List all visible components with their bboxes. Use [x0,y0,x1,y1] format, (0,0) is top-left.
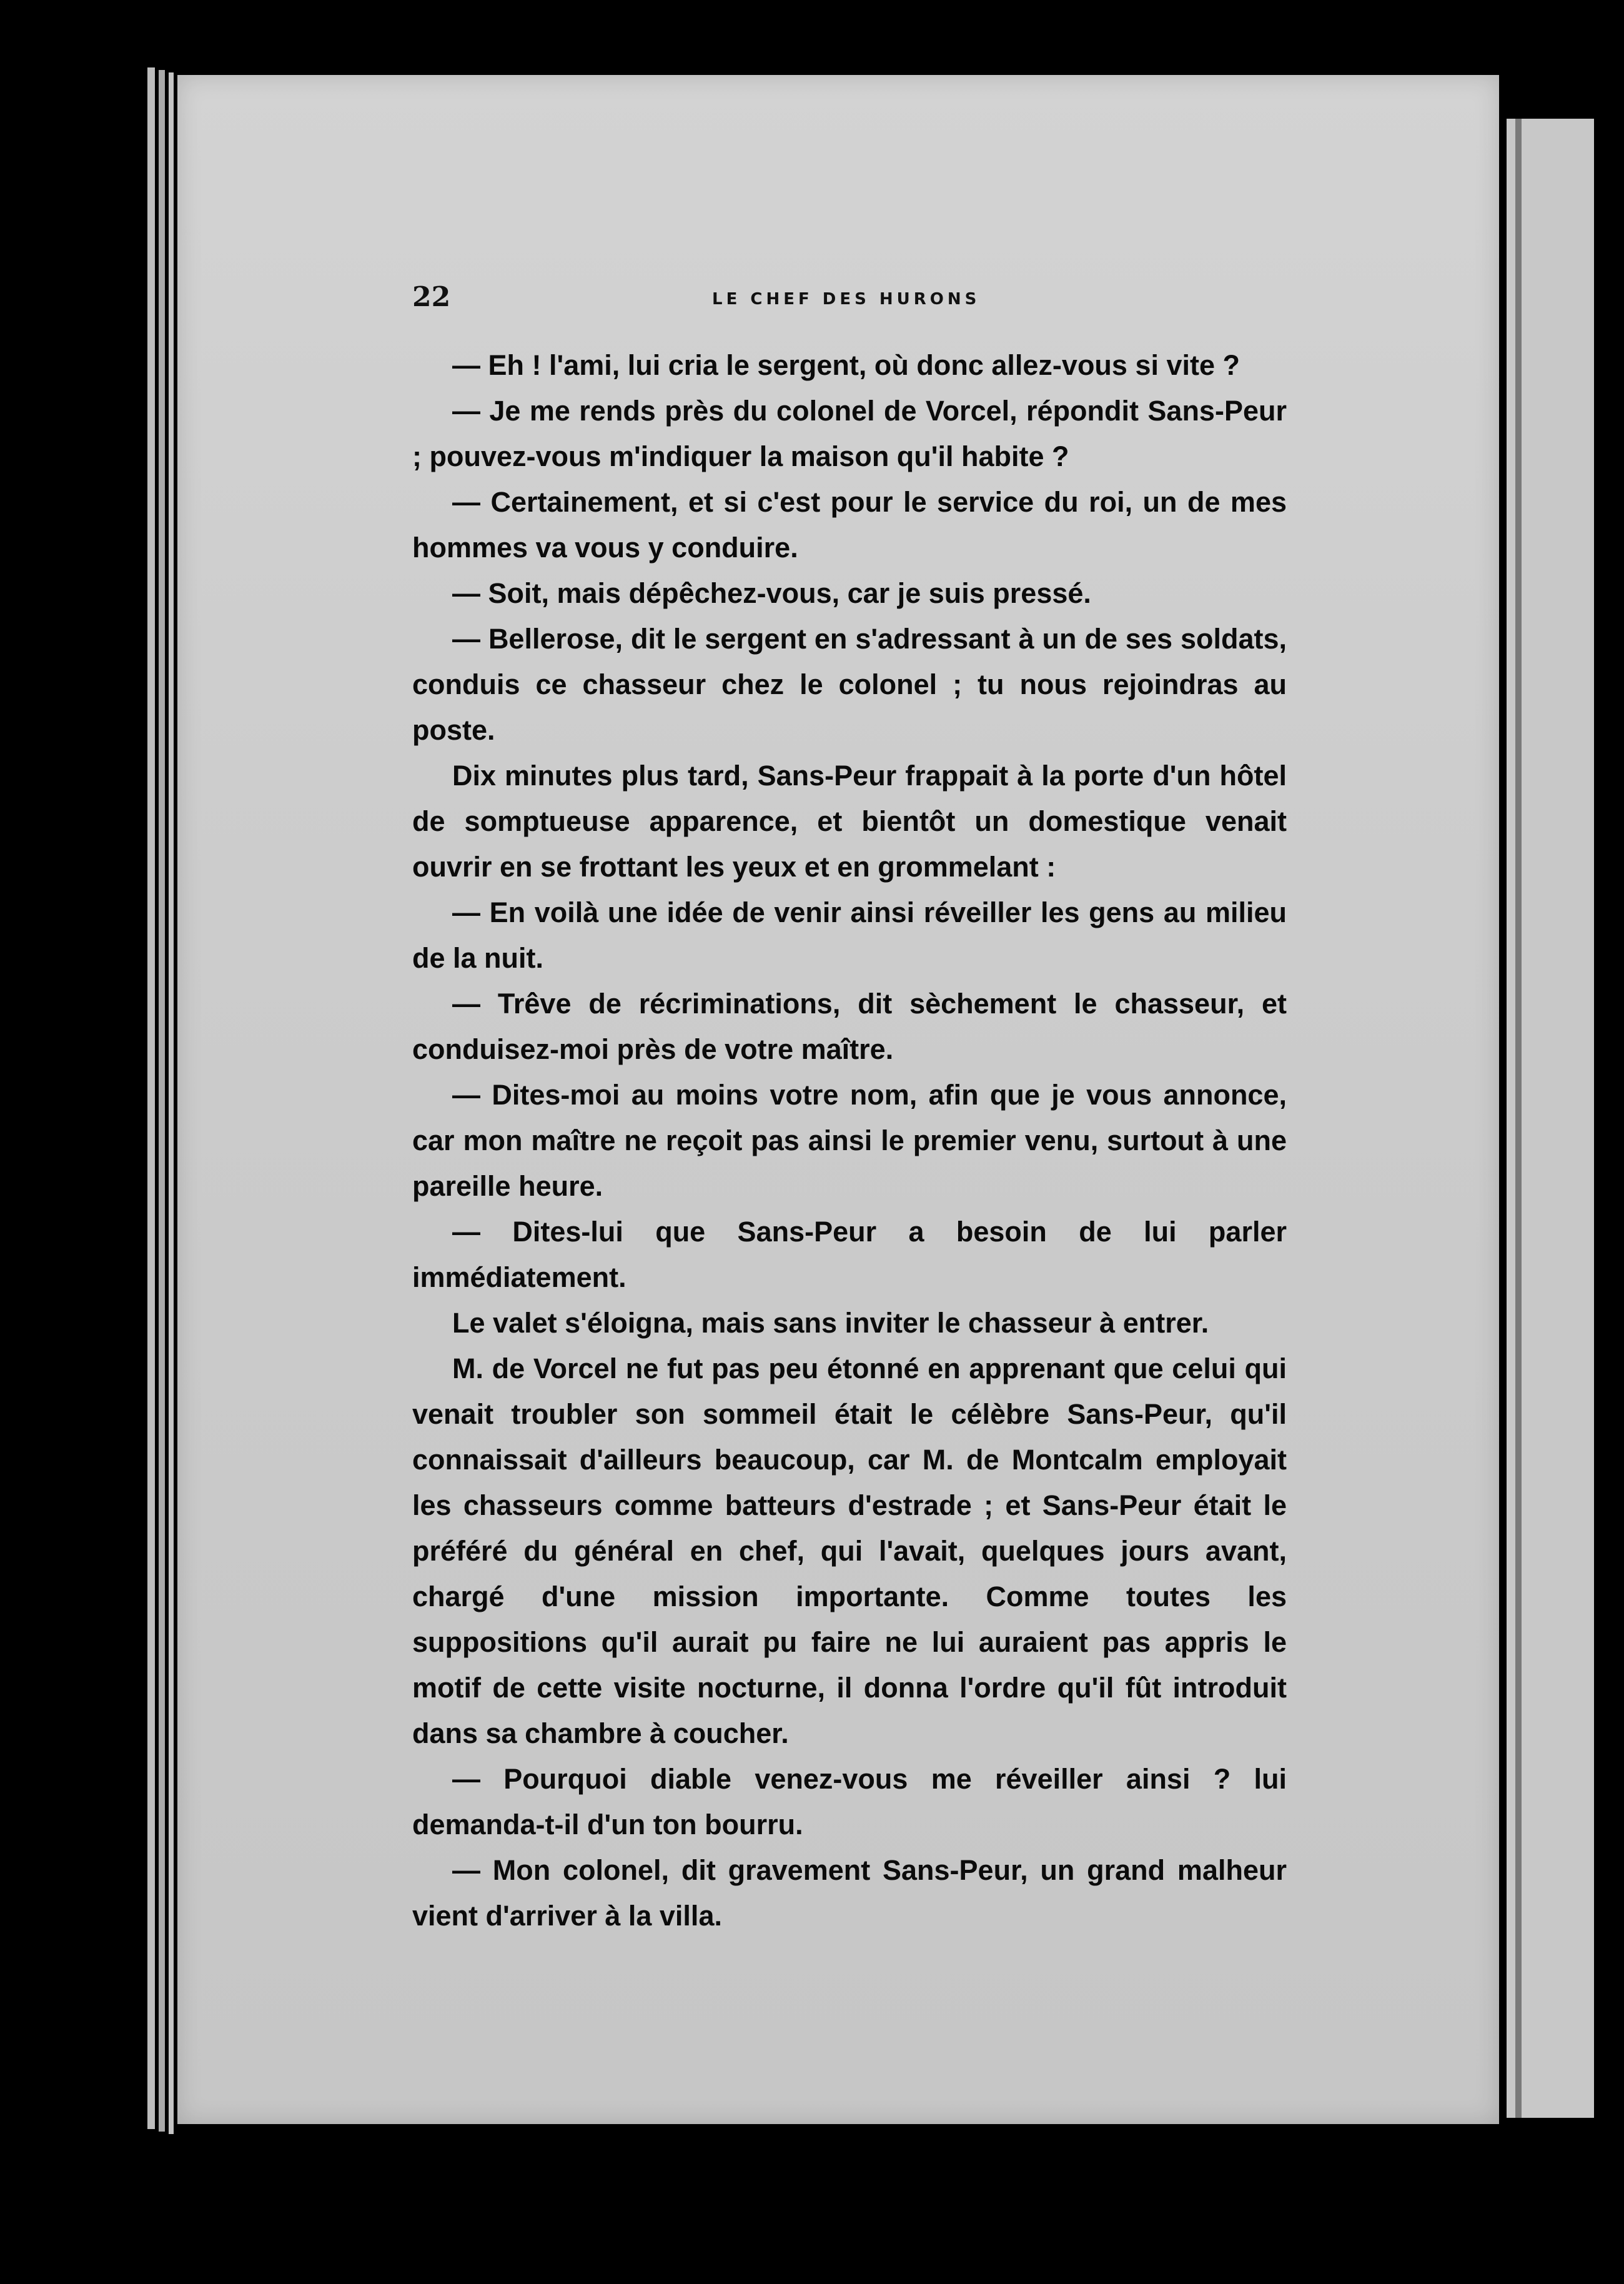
paragraph: — Bellerose, dit le sergent en s'adressant à un de ses soldats, conduis ce chasseur chez le colonel ; tu nous rejoindras au poste. [412,623,1287,746]
paragraph: — Dites-lui que Sans-Peur a besoin de lui parler immédiatement. [412,1216,1287,1293]
paragraph: — Eh ! l'ami, lui cria le sergent, où donc allez-vous si vite ? [452,349,1240,381]
paragraph: — En voilà une idée de venir ainsi réveiller les gens au milieu de la nuit. [412,896,1287,974]
facing-page-edge [1515,119,1522,2118]
running-head: LE CHEF DES HURONS [712,290,981,309]
page-edge-outer [147,67,155,2129]
paragraph: — Mon colonel, dit gravement Sans-Peur, un grand malheur vient d'arriver à la villa. [412,1854,1287,1932]
body-text [412,342,1287,1939]
paragraph: — Je me rends près du colonel de Vorcel, répondit Sans-Peur ; pouvez-vous m'indiquer la maison qu'il habite ? [412,395,1287,472]
paragraph: Le valet s'éloigna, mais sans inviter le chasseur à entrer. [452,1307,1209,1339]
page-edge-middle [159,70,165,2132]
paragraph: — Dites-moi au moins votre nom, afin que je vous annonce, car mon maître ne reçoit pas ainsi le premier venu, surtout à une pareille heure. [412,1079,1287,1202]
paragraph: — Certainement, et si c'est pour le service du roi, un de mes hommes va vous y conduire. [412,486,1287,564]
paragraph: M. de Vorcel ne fut pas peu étonné en apprenant que celui qui venait troubler son sommeil était le célèbre Sans-Peur, qu'il connaissait d'ailleurs beaucoup, car M. de Montcalm employait les chasseurs comme batteurs d'estrade ; et Sans-Peur était le préféré du général en chef, qui l'avait, quelques jours avant, chargé d'une mission importante. Comme toutes les suppositions qu'il aurait pu faire ne lui auraient pas appris le motif de cette visite nocturne, il donna l'ordre qu'il fût introduit dans sa chambre à coucher. [412,1353,1287,1749]
page-edge-inner [169,72,174,2134]
paragraph: — Soit, mais dépêchez-vous, car je suis pressé. [452,577,1091,609]
paragraph: Dix minutes plus tard, Sans-Peur frappait à la porte d'un hôtel de somptueuse apparence, et bientôt un domestique venait ouvrir en se frottant les yeux et en grommelant : [412,760,1287,883]
page-number: 22 [412,281,451,313]
paragraph: — Pourquoi diable venez-vous me réveiller ainsi ? lui demanda-t-il d'un ton bourru. [412,1763,1287,1840]
paragraph: — Trêve de récriminations, dit sèchement le chasseur, et conduisez-moi près de votre maître. [412,988,1287,1065]
page-header [412,281,1287,319]
